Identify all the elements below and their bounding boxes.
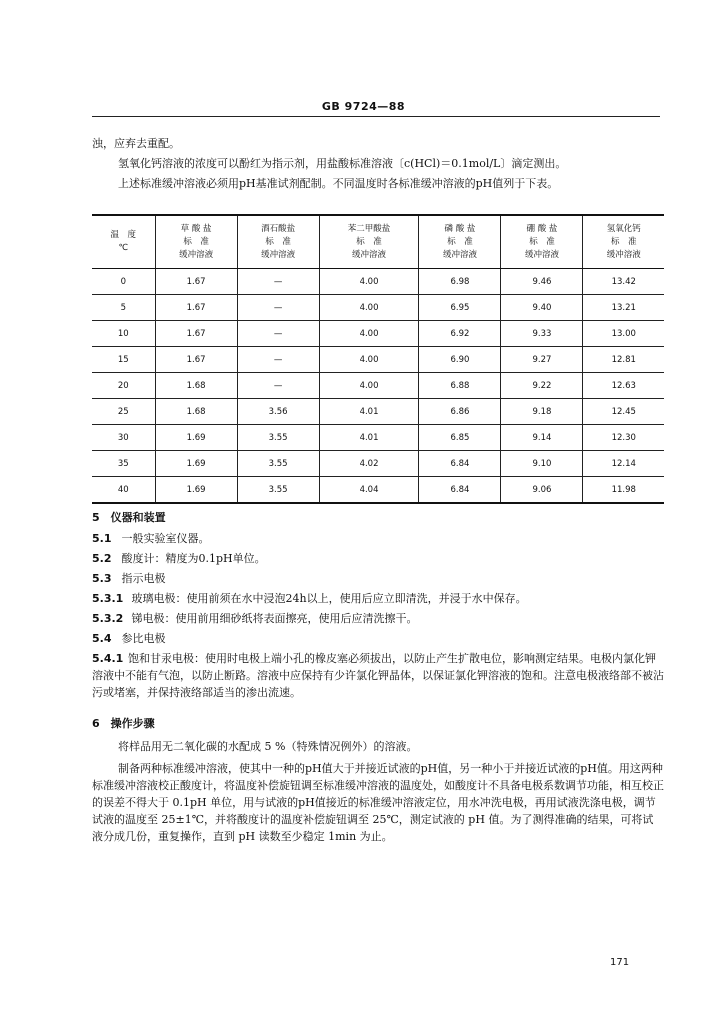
table-row — [92, 425, 664, 451]
table-body — [92, 269, 664, 504]
item-5-1 — [92, 532, 664, 546]
ph-value-cell: 9.18 — [501, 399, 583, 425]
table-header-row — [92, 215, 664, 269]
ph-value-cell: 3.55 — [237, 425, 319, 451]
ph-value-cell: — — [237, 347, 319, 373]
ph-value-cell: 13.21 — [583, 295, 664, 321]
section-5-title: 5 仪器和装置 — [92, 511, 166, 524]
ph-value-cell: 12.81 — [583, 347, 664, 373]
column-header-line: 缓冲溶液 — [352, 249, 387, 260]
item-5-4-1 — [92, 650, 664, 701]
ph-value-cell: 11.98 — [583, 477, 664, 504]
ph-value-cell: 4.00 — [319, 321, 419, 347]
item-5-4 — [92, 632, 664, 646]
item-text: 饱和甘汞电极：使用时电极上端小孔的橡皮塞必须拔出，以防止产生扩散电位，影响测定结果。电极内氯化钾溶液中不能有气泡，以防止断路。溶液中应保持有少许氯化钾晶体，以保证氯化钾溶液的饱和。注意电极液络部不被沾污或堵塞，并保持液络部适当的渗出流速。 — [92, 652, 664, 699]
item-number: 5.2 — [92, 552, 112, 565]
column-header-line: 缓冲溶液 — [261, 249, 296, 260]
ph-value-cell: — — [237, 269, 319, 295]
header-rule — [92, 116, 660, 117]
item-text: 参比电极 — [121, 632, 166, 645]
ph-value-cell: 6.98 — [419, 269, 501, 295]
column-header-line: 缓冲溶液 — [179, 249, 214, 260]
page-number: 171 — [610, 957, 630, 968]
ph-value-cell: 4.00 — [319, 295, 419, 321]
temperature-cell: 40 — [92, 477, 155, 504]
procedure-paragraph-1: 将样品用无二氧化碳的水配成 5 %（特殊情况例外）的溶液。 — [118, 740, 418, 753]
column-header-line: 苯二甲酸盐 — [347, 223, 391, 234]
ph-value-cell: 4.01 — [319, 425, 419, 451]
ph-value-cell: 9.40 — [501, 295, 583, 321]
column-header-line: 草 酸 盐 — [180, 223, 212, 234]
ph-value-cell: 1.68 — [155, 399, 237, 425]
ph-value-cell: 1.67 — [155, 269, 237, 295]
temperature-cell: 10 — [92, 321, 155, 347]
column-header-line: 标 准 — [265, 236, 291, 247]
ph-value-cell: — — [237, 321, 319, 347]
column-header — [501, 215, 583, 269]
intro-line-1: 浊，应弃去重配。 — [92, 137, 180, 150]
ph-value-cell: 6.84 — [419, 451, 501, 477]
ph-value-cell: 6.95 — [419, 295, 501, 321]
ph-value-cell: 6.85 — [419, 425, 501, 451]
item-text: 玻璃电极：使用前须在水中浸泡24h以上，使用后应立即清洗，并浸于水中保存。 — [131, 592, 527, 605]
ph-value-cell: 9.06 — [501, 477, 583, 504]
column-header-line: 缓冲溶液 — [442, 249, 477, 260]
temperature-cell: 15 — [92, 347, 155, 373]
ph-value-cell: 1.67 — [155, 295, 237, 321]
column-header-line: 硼 酸 盐 — [526, 223, 558, 234]
ph-value-cell: 9.33 — [501, 321, 583, 347]
ph-value-cell: 1.67 — [155, 321, 237, 347]
column-header-line: 标 准 — [356, 236, 382, 247]
ph-value-cell: 9.10 — [501, 451, 583, 477]
column-header — [155, 215, 237, 269]
column-header — [319, 215, 419, 269]
procedure-paragraph-2: 制备两种标准缓冲溶液，使其中一种的pH值大于并接近试液的pH值，另一种小于并接近试液的pH值。用这两种标准缓冲溶液校正酸度计，将温度补偿旋钮调至标准缓冲溶液的温度处，如酸度计不具备电极系数调节功能，相互校正的误差不得大于 0.1pH 单位，用与试液的pH值接近的标准缓冲溶液定位，用水冲洗电极，再用试液洗涤电极，调节试液的温度至 25±1℃，并将酸度计的温度补偿旋钮调至 25℃，测定试液的 pH 值。为了测得准确的结果，可将试液分成几份，重复操作，直到 pH 读数至少稳定 1min 为止。 — [92, 762, 664, 843]
ph-value-cell: 1.68 — [155, 373, 237, 399]
column-header — [583, 215, 664, 269]
table-row — [92, 321, 664, 347]
ph-value-cell: — — [237, 295, 319, 321]
table-row — [92, 295, 664, 321]
temperature-cell: 30 — [92, 425, 155, 451]
temperature-cell: 5 — [92, 295, 155, 321]
temperature-cell: 25 — [92, 399, 155, 425]
section-6-title: 6 操作步骤 — [92, 717, 155, 730]
item-5-3-2 — [92, 612, 664, 626]
column-header-line: 标 准 — [447, 236, 473, 247]
item-number: 5.4.1 — [92, 652, 124, 665]
ph-value-cell: 6.90 — [419, 347, 501, 373]
ph-value-cell: 9.46 — [501, 269, 583, 295]
ph-value-cell: 6.84 — [419, 477, 501, 504]
ph-value-cell: 9.22 — [501, 373, 583, 399]
intro-line-2: 氢氧化钙溶液的浓度可以酚红为指示剂，用盐酸标准溶液〔c(HCl)＝0.1mol/L〕滴定测出。 — [118, 157, 567, 170]
table-row — [92, 451, 664, 477]
item-5-3 — [92, 572, 664, 586]
document-header: GB 9724—88 — [321, 100, 406, 113]
ph-value-cell: 13.42 — [583, 269, 664, 295]
item-text: 指示电极 — [121, 572, 166, 585]
column-header-line: 磷 酸 盐 — [444, 223, 476, 234]
item-text: 锑电极：使用前用细砂纸将表面擦亮，使用后应清洗擦干。 — [131, 612, 418, 625]
column-header — [92, 215, 155, 269]
item-5-2 — [92, 552, 664, 566]
ph-value-cell: 1.67 — [155, 347, 237, 373]
table-row — [92, 347, 664, 373]
ph-value-cell: 6.88 — [419, 373, 501, 399]
item-number: 5.3 — [92, 572, 112, 585]
column-header — [237, 215, 319, 269]
item-number: 5.1 — [92, 532, 112, 545]
ph-value-cell: 3.55 — [237, 477, 319, 504]
column-header-line: 酒石酸盐 — [261, 223, 296, 234]
temperature-cell: 35 — [92, 451, 155, 477]
ph-buffer-table — [92, 214, 664, 504]
item-number: 5.3.1 — [92, 592, 124, 605]
column-header-line: 标 准 — [183, 236, 209, 247]
ph-value-cell: 12.63 — [583, 373, 664, 399]
ph-value-cell: 12.14 — [583, 451, 664, 477]
column-header-line: 缓冲溶液 — [524, 249, 559, 260]
column-header-line: 温 度 — [110, 230, 137, 240]
column-header-line: 标 准 — [610, 236, 637, 247]
column-header-line: 缓冲溶液 — [606, 249, 641, 260]
ph-value-cell: 1.69 — [155, 451, 237, 477]
ph-value-cell: 3.55 — [237, 451, 319, 477]
ph-value-cell: 4.01 — [319, 399, 419, 425]
ph-value-cell: 12.30 — [583, 425, 664, 451]
ph-value-cell: 4.00 — [319, 347, 419, 373]
column-header-line: ℃ — [118, 243, 129, 253]
item-5-3-1 — [92, 592, 664, 606]
temperature-cell: 20 — [92, 373, 155, 399]
column-header-line: 氢氧化钙 — [606, 223, 641, 234]
item-text: 酸度计：精度为0.1pH单位。 — [121, 552, 266, 565]
column-header — [419, 215, 501, 269]
ph-value-cell: 4.00 — [319, 269, 419, 295]
table-row — [92, 373, 664, 399]
ph-value-cell: 9.27 — [501, 347, 583, 373]
ph-value-cell: — — [237, 373, 319, 399]
column-header-line: 标 准 — [529, 236, 555, 247]
table-row — [92, 477, 664, 504]
ph-value-cell: 6.92 — [419, 321, 501, 347]
ph-value-cell: 4.02 — [319, 451, 419, 477]
table-row — [92, 269, 664, 295]
ph-value-cell: 4.00 — [319, 373, 419, 399]
temperature-cell: 0 — [92, 269, 155, 295]
ph-value-cell: 13.00 — [583, 321, 664, 347]
item-text: 一般实验室仪器。 — [121, 532, 210, 545]
item-number: 5.4 — [92, 632, 112, 645]
ph-value-cell: 4.04 — [319, 477, 419, 504]
ph-value-cell: 1.69 — [155, 425, 237, 451]
intro-line-3: 上述标准缓冲溶液必须用pH基准试剂配制。不同温度时各标准缓冲溶液的pH值列于下表。 — [118, 177, 559, 190]
ph-value-cell: 12.45 — [583, 399, 664, 425]
table-row — [92, 399, 664, 425]
ph-value-cell: 1.69 — [155, 477, 237, 504]
item-number: 5.3.2 — [92, 612, 124, 625]
ph-value-cell: 6.86 — [419, 399, 501, 425]
ph-value-cell: 3.56 — [237, 399, 319, 425]
ph-value-cell: 9.14 — [501, 425, 583, 451]
